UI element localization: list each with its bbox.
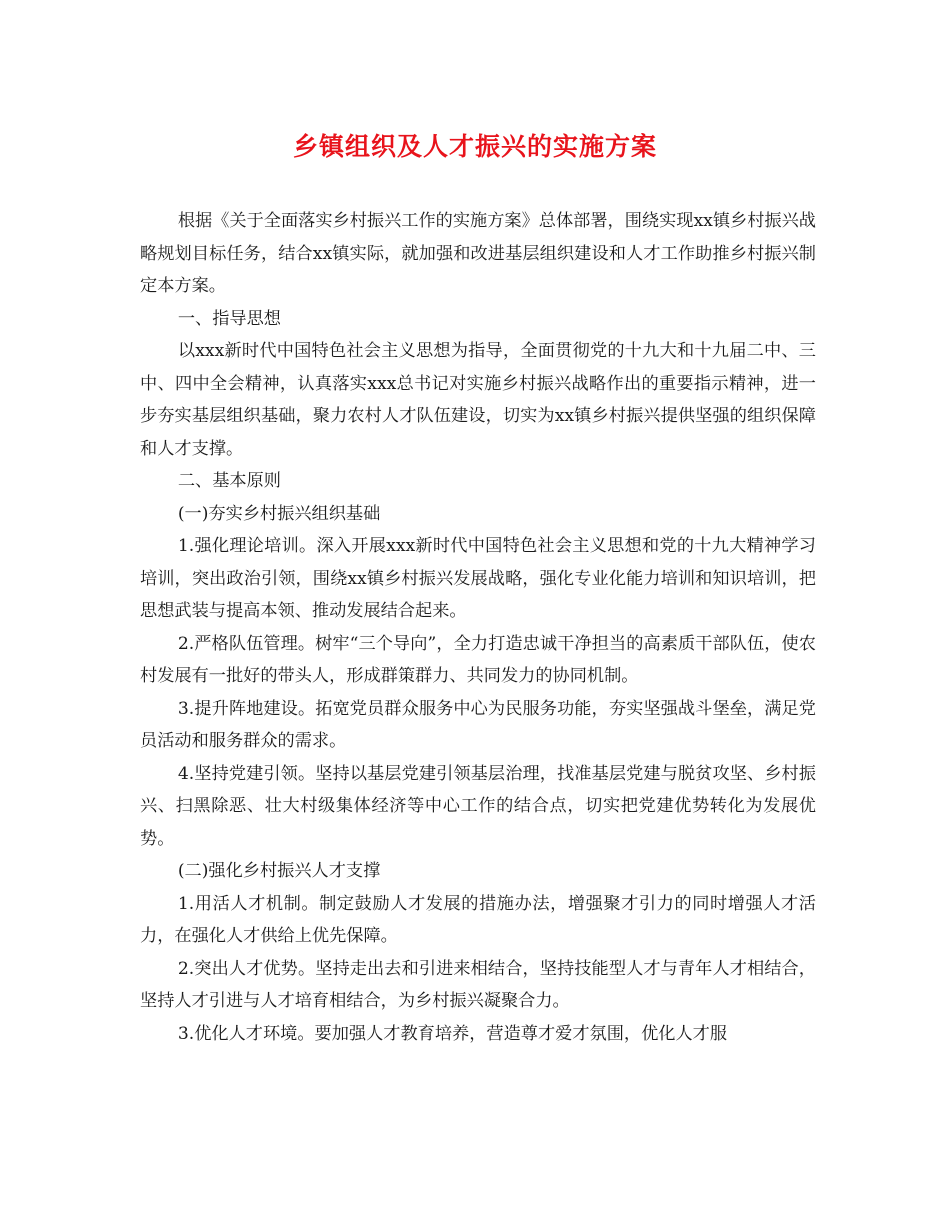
paragraph-talent-advantage: 2.突出人才优势。坚持走出去和引进来相结合，坚持技能型人才与青年人才相结合，坚持人才引进与人才培育相结合，为乡村振兴凝聚合力。 [140, 958, 816, 1011]
paragraph-talent-environment: 3.优化人才环境。要加强人才教育培养，营造尊才爱才氛围，优化人才服 [177, 1023, 728, 1044]
subsection-heading-organization: (一)夯实乡村振兴组织基础 [177, 503, 381, 524]
document-title: 乡镇组织及人才振兴的实施方案 [292, 132, 657, 161]
paragraph-intro: 根据《关于全面落实乡村振兴工作的实施方案》总体部署，围绕实现xx镇乡村振兴战略规划目标任务，结合xx镇实际，就加强和改进基层组织建设和人才工作助推乡村振兴制定本方案。 [140, 211, 816, 296]
paragraph-guiding-thought: 以xxx新时代中国特色社会主义思想为指导，全面贯彻党的十九大和十九届二中、三中、四中全会精神，认真落实xxx总书记对实施乡村振兴战略作出的重要指示精神，进一步夯实基层组织基础，聚力农村人才队伍建设，切实为xx镇乡村振兴提供坚强的组织保障和人才支撑。 [140, 341, 816, 459]
paragraph-team-management: 2.严格队伍管理。树牢“三个导向”，全力打造忠诚干净担当的高素质干部队伍，使农村发展有一批好的带头人，形成群策群力、共同发力的协同机制。 [140, 633, 816, 686]
paragraph-position-building: 3.提升阵地建设。拓宽党员群众服务中心为民服务功能，夯实坚强战斗堡垒，满足党员活动和服务群众的需求。 [140, 698, 816, 751]
document-body [140, 205, 816, 1050]
paragraph-theory-training: 1.强化理论培训。深入开展xxx新时代中国特色社会主义思想和党的十九大精神学习培训，突出政治引领，围绕xx镇乡村振兴发展战略，强化专业化能力培训和知识培训，把思想武装与提高本领、推动发展结合起来。 [140, 536, 816, 621]
section-heading-basic-principles: 二、基本原则 [177, 471, 281, 491]
subsection-heading-talent: (二)强化乡村振兴人才支撑 [177, 861, 381, 881]
paragraph-party-leadership: 4.坚持党建引领。坚持以基层党建引领基层治理，找准基层党建与脱贫攻坚、乡村振兴、扫黑除恶、壮大村级集体经济等中心工作的结合点，切实把党建优势转化为发展优势。 [140, 763, 816, 849]
paragraph-talent-mechanism: 1.用活人才机制。制定鼓励人才发展的措施办法，增强聚才引力的同时增强人才活力，在强化人才供给上优先保障。 [140, 893, 816, 946]
section-heading-guiding-thought: 一、指导思想 [177, 308, 281, 329]
